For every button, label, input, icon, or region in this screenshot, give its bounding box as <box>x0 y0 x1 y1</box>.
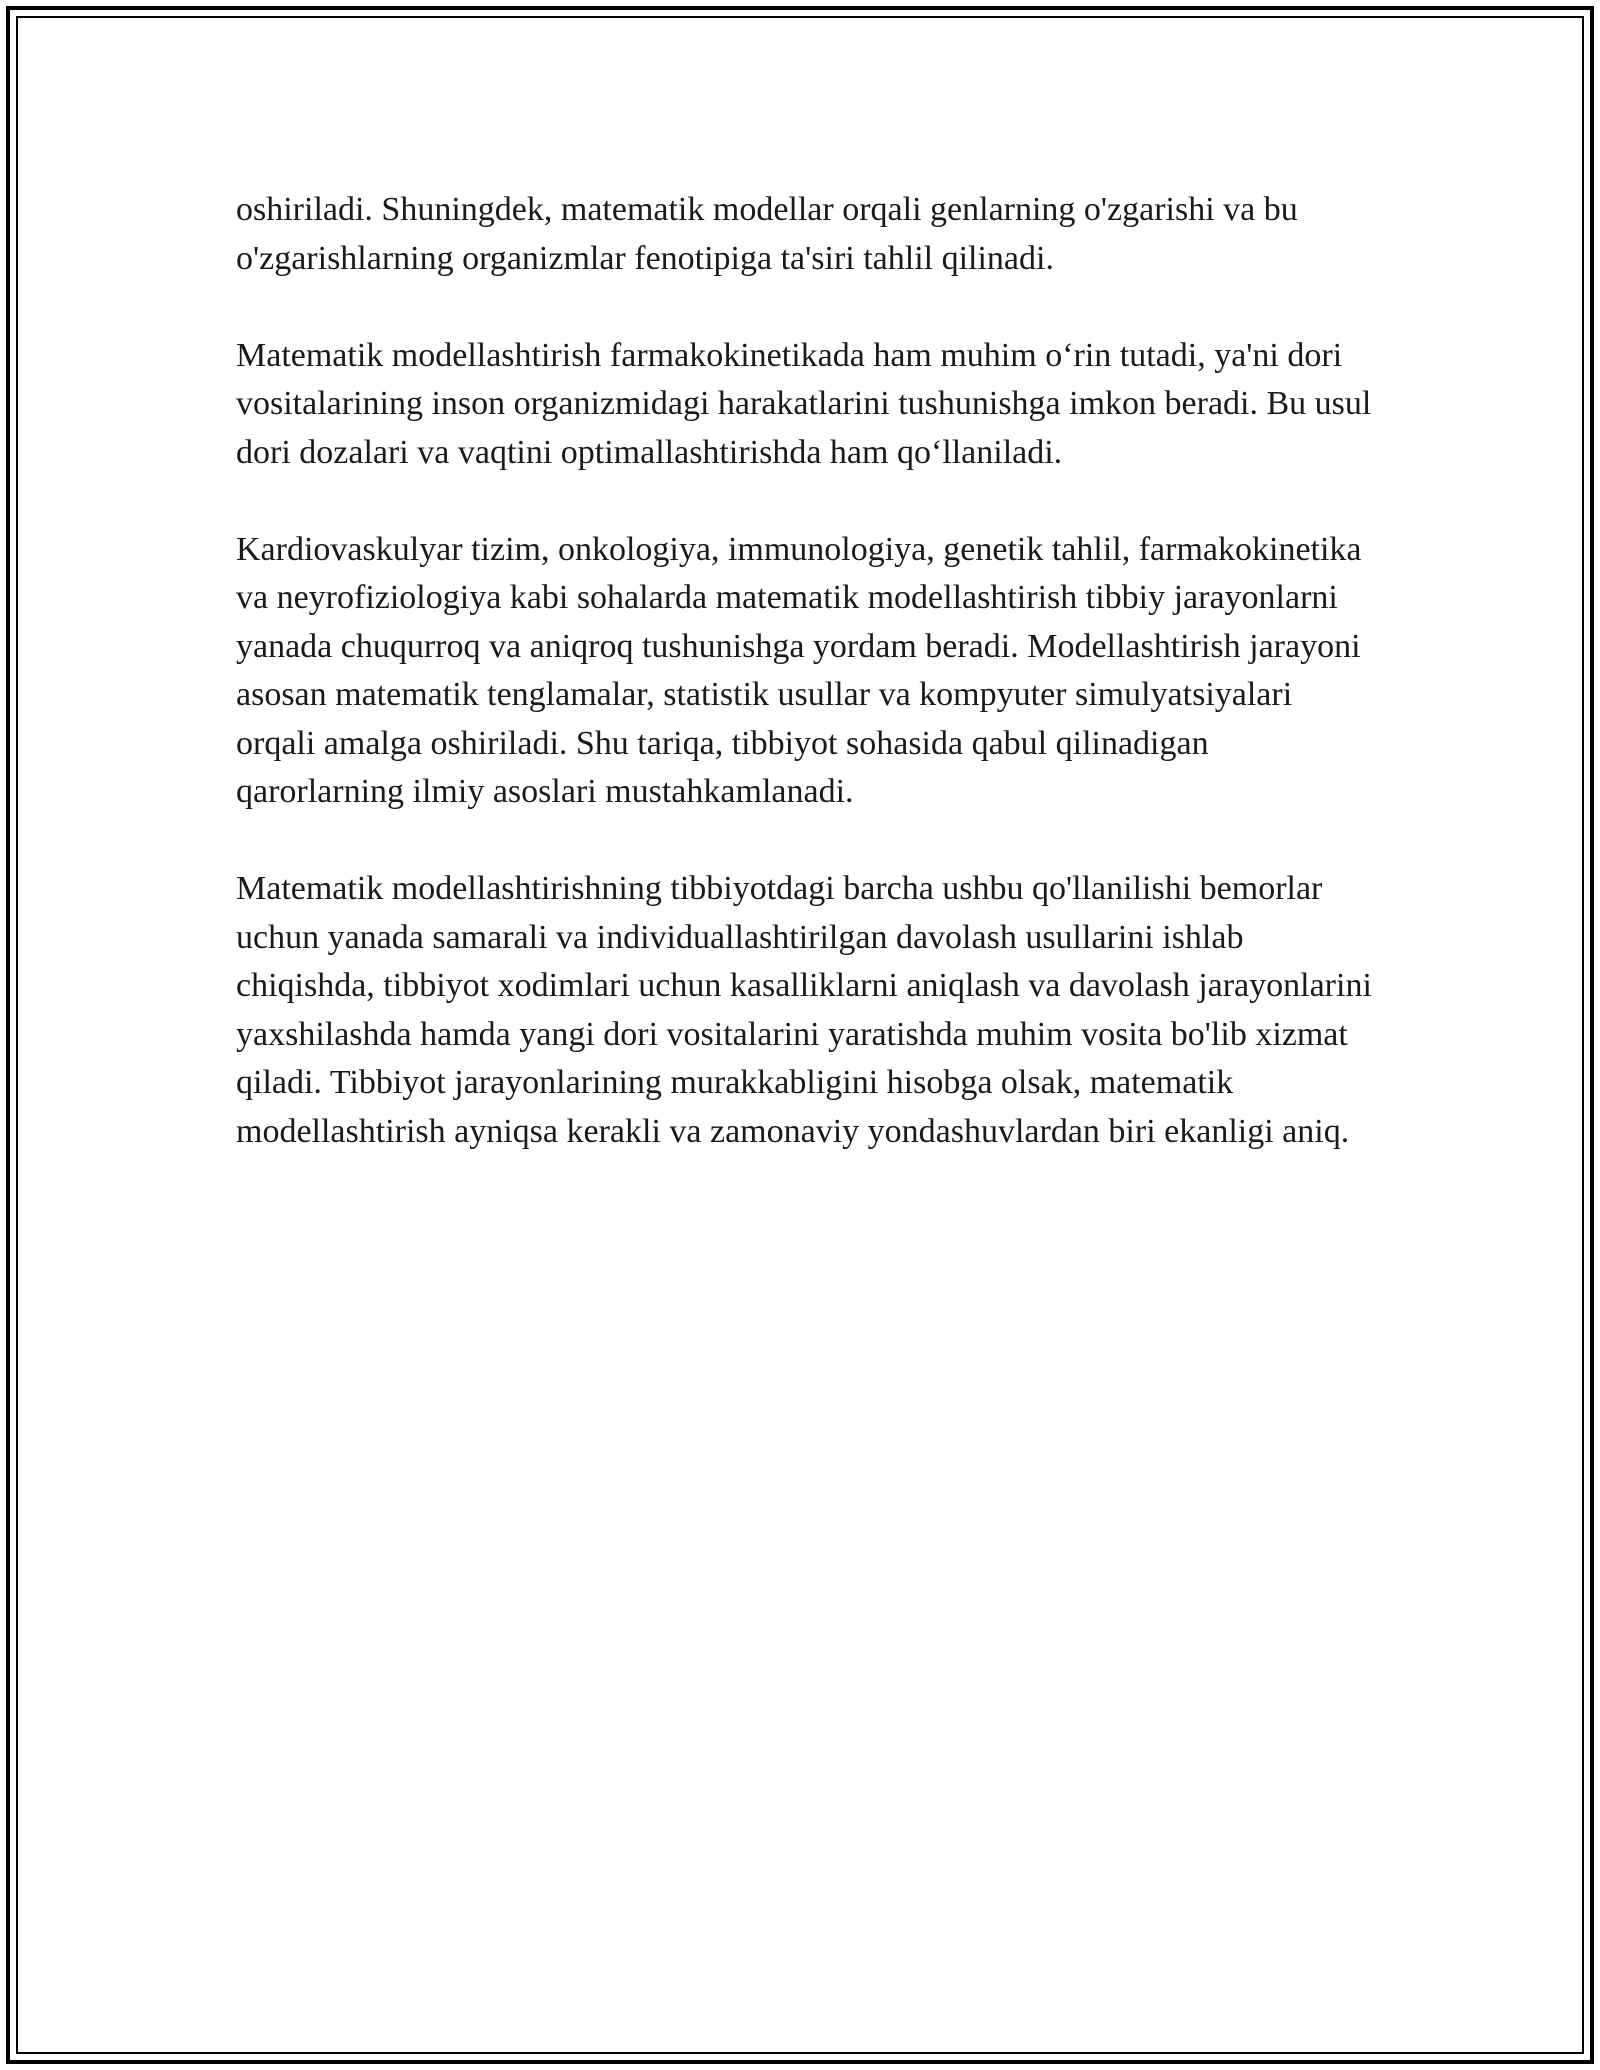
document-body <box>236 186 1376 1156</box>
paragraph-1: oshiriladi. Shuningdek, matematik modellar orqali genlarning o'zgarishi va bu o'zgarishlarning organizmlar fenotipiga ta'siri tahlil qilinadi. <box>236 191 1298 277</box>
paragraph-3: Kardiovaskulyar tizim, onkologiya, immunologiya, genetik tahlil, farmakokinetika va neyrofiziologiya kabi sohalarda matematik modellashtirish tibbiy jarayonlarni yanada chuqurroq va aniqroq tushunishga yordam beradi. Modellashtirish jarayoni asosan matematik tenglamalar, statistik usullar va kompyuter simulyatsiyalari orqali amalga oshiriladi. Shu tariqa, tibbiyot sohasida qabul qilinadigan qarorlarning ilmiy asoslari mustahkamlanadi. <box>236 530 1362 810</box>
paragraph-2: Matematik modellashtirish farmakokinetikada ham muhim o‘rin tutadi, ya'ni dori vositalarining inson organizmidagi harakatlarini tushunishga imkon beradi. Bu usul dori dozalari va vaqtini optimallashtirishda ham qo‘llaniladi. <box>236 336 1372 471</box>
paragraph-4: Matematik modellashtirishning tibbiyotdagi barcha ushbu qo'llanilishi bemorlar uchun yanada samarali va individuallashtirilgan davolash usullarini ishlab chiqishda, tibbiyot xodimlari uchun kasalliklarni aniqlash va davolash jarayonlarini yaxshilashda hamda yangi dori vositalarini yaratishda muhim vosita bo'lib xizmat qiladi. Tibbiyot jarayonlarining murakkabligini hisobga olsak, matematik modellashtirish ayniqsa kerakli va zamonaviy yondashuvlardan biri ekanligi aniq. <box>236 870 1372 1150</box>
